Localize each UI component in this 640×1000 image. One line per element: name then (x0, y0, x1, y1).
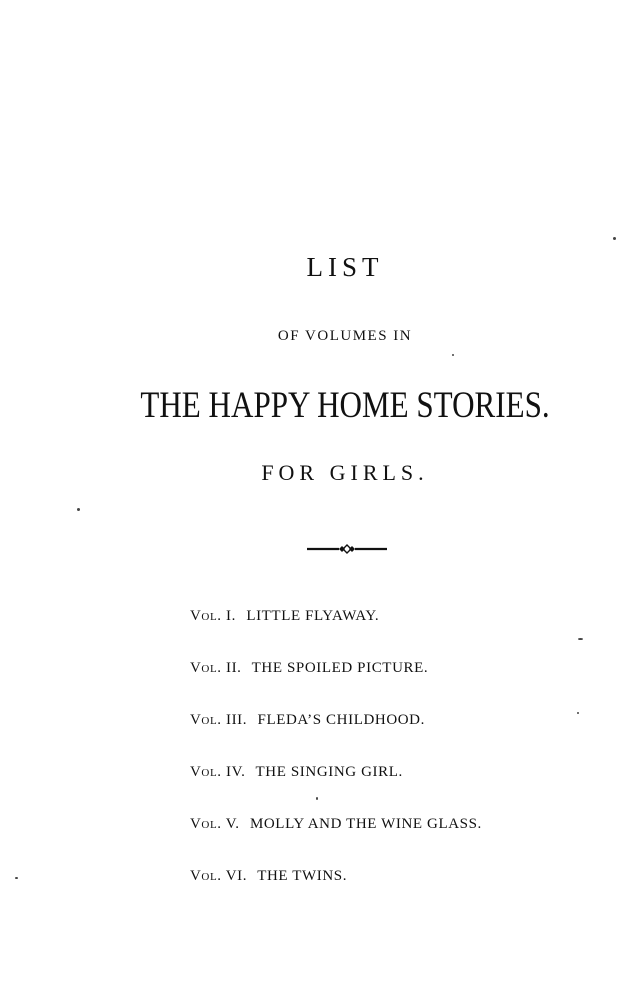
audience-line: FOR GIRLS. (261, 460, 429, 485)
print-speck (578, 638, 583, 640)
print-speck (77, 508, 80, 511)
volume-label: Vol. II. (190, 660, 242, 676)
volume-item (190, 712, 610, 764)
volume-item (190, 764, 610, 816)
volume-title: MOLLY AND THE WINE GLASS. (249, 816, 482, 832)
print-speck (613, 237, 616, 240)
volume-item (190, 608, 610, 660)
volume-item (190, 816, 610, 868)
page-heading: LIST (306, 252, 384, 282)
volume-list (190, 608, 610, 920)
print-speck (452, 354, 454, 356)
volume-label: Vol. IV. (190, 764, 246, 780)
volume-item (190, 660, 610, 712)
volume-label: Vol. VI. (190, 868, 248, 884)
volume-label: Vol. V. (190, 816, 240, 832)
print-speck (316, 797, 318, 800)
volume-title: THE TWINS. (257, 868, 348, 884)
volume-item (190, 868, 610, 920)
volume-label: Vol. III. (190, 712, 248, 728)
volume-title: THE SPOILED PICTURE. (251, 660, 429, 676)
series-title: THE HAPPY HOME STORIES. (140, 385, 550, 426)
volume-title: THE SINGING GIRL. (255, 764, 403, 780)
volume-title: LITTLE FLYAWAY. (246, 608, 380, 624)
ornament-divider (305, 541, 389, 557)
print-speck (15, 877, 18, 879)
volume-label: Vol. I. (190, 608, 236, 624)
volume-title: FLEDA’S CHILDHOOD. (257, 712, 425, 728)
print-speck (577, 712, 579, 714)
page-subheading: OF VOLUMES IN (277, 328, 413, 344)
